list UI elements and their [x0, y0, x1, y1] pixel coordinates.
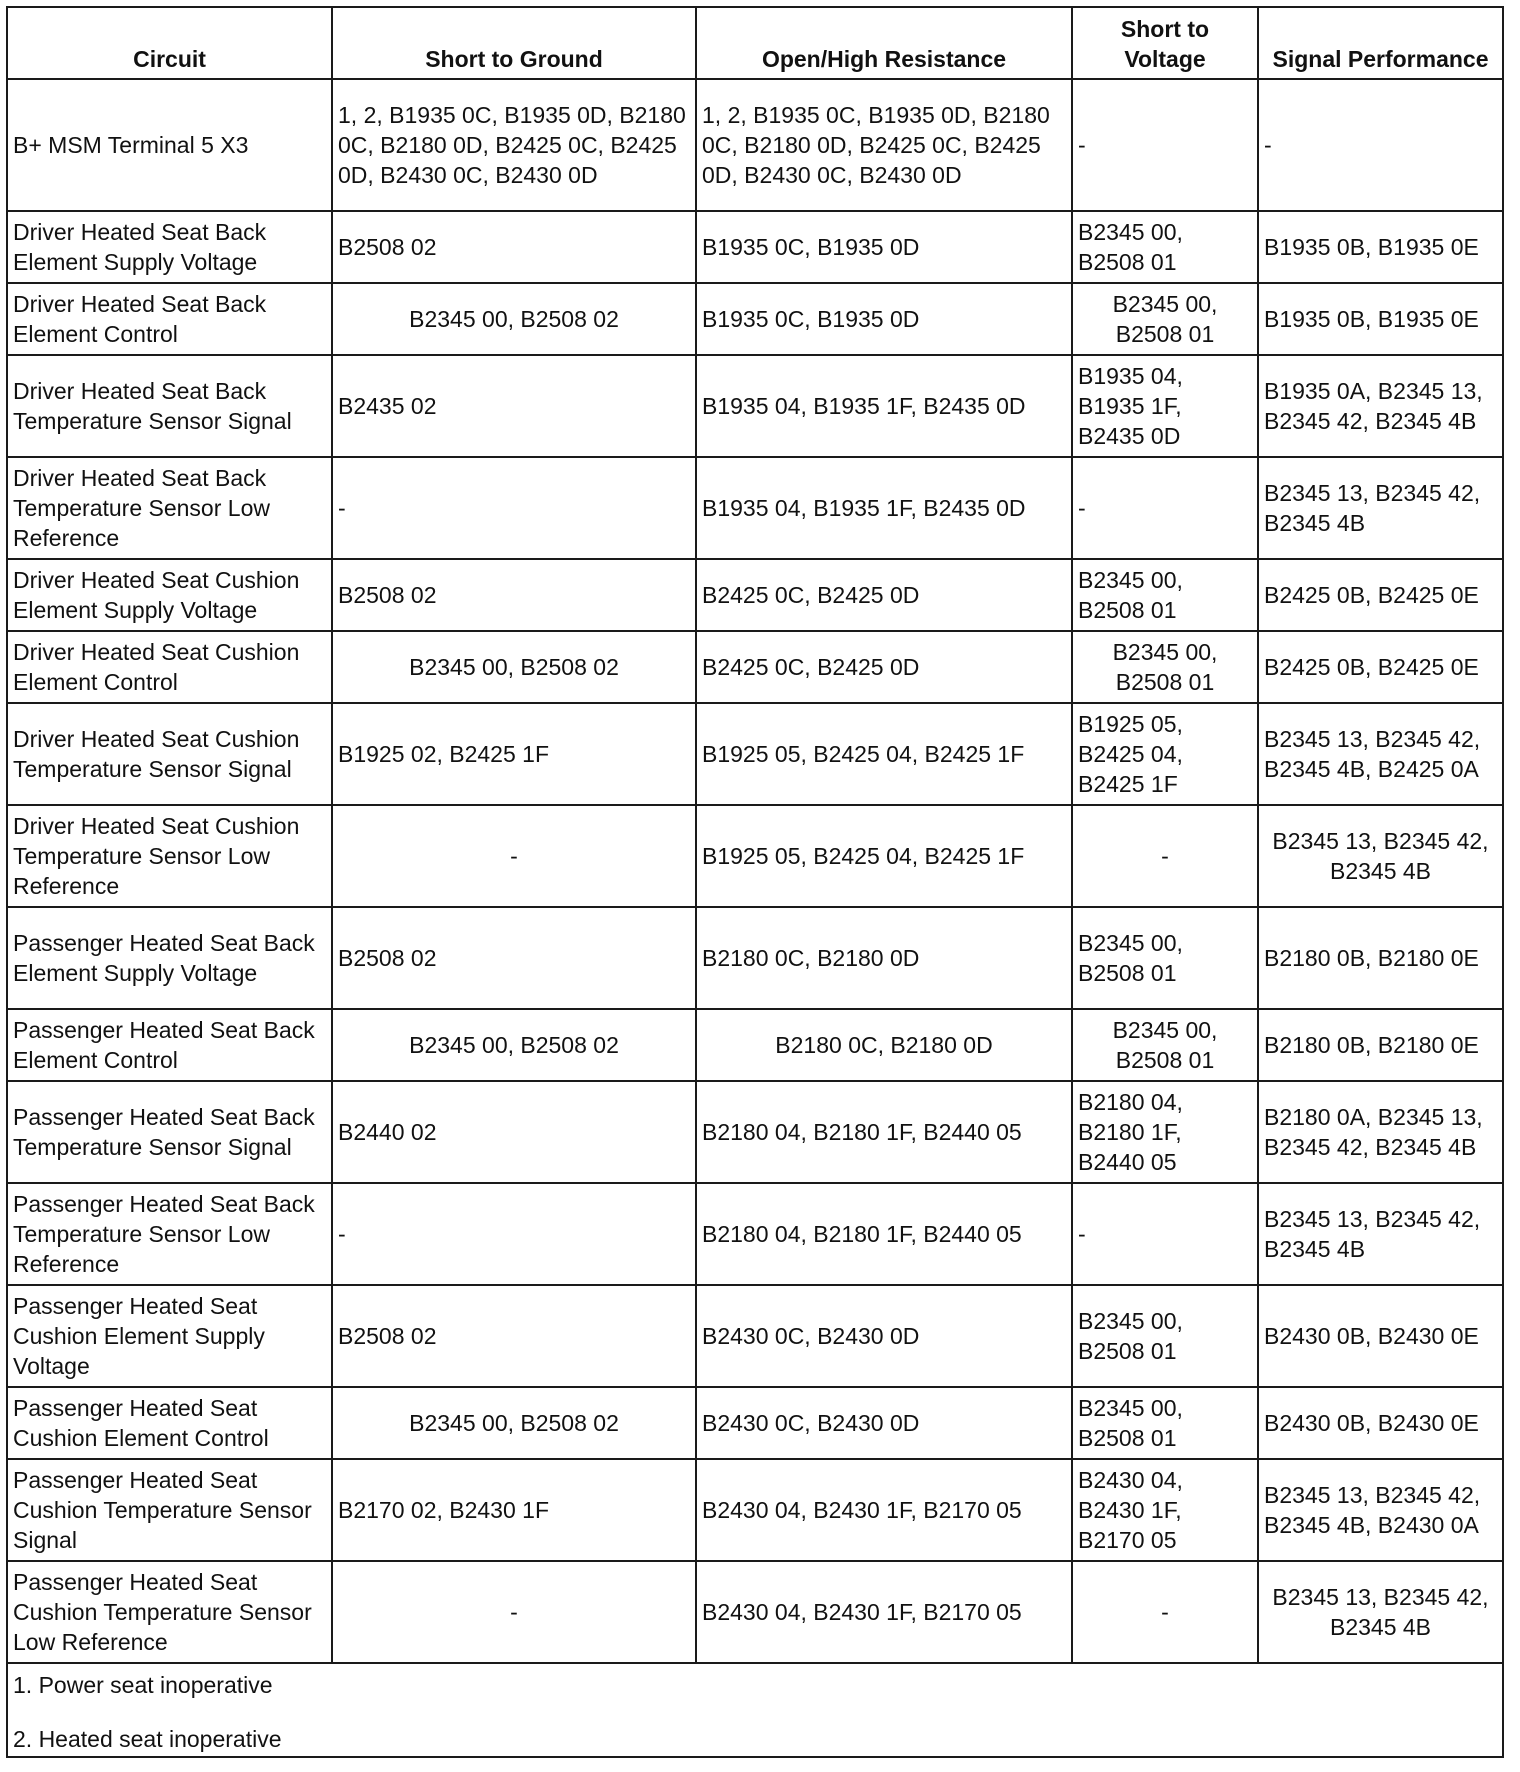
cell-circuit: Driver Heated Seat Cushion Temperature Sensor Low Reference — [7, 805, 332, 907]
cell-circuit: Driver Heated Seat Back Element Control — [7, 283, 332, 355]
cell-short-to-voltage: B2345 00, B2508 01 — [1072, 907, 1258, 1009]
cell-short-to-voltage: B2345 00, B2508 01 — [1072, 559, 1258, 631]
table-header-row — [7, 7, 1503, 79]
cell-circuit: Passenger Heated Seat Cushion Temperature Sensor Low Reference — [7, 1561, 332, 1663]
cell-short-to-ground: - — [332, 1561, 696, 1663]
cell-circuit: Passenger Heated Seat Cushion Temperature Sensor Signal — [7, 1459, 332, 1561]
cell-open-high-resistance: 1, 2, B1935 0C, B1935 0D, B2180 0C, B2180 0D, B2425 0C, B2425 0D, B2430 0C, B2430 0D — [696, 79, 1072, 211]
cell-short-to-ground: B2508 02 — [332, 211, 696, 283]
cell-short-to-voltage: B1925 05, B2425 04, B2425 1F — [1072, 703, 1258, 805]
cell-short-to-voltage: - — [1072, 79, 1258, 211]
cell-short-to-voltage: B2345 00, B2508 01 — [1072, 283, 1258, 355]
table-row — [7, 1387, 1503, 1459]
table-row — [7, 457, 1503, 559]
cell-signal-performance: B2180 0B, B2180 0E — [1258, 907, 1503, 1009]
cell-short-to-voltage: B1935 04, B1935 1F, B2435 0D — [1072, 355, 1258, 457]
cell-short-to-voltage: - — [1072, 805, 1258, 907]
cell-signal-performance: B2345 13, B2345 42, B2345 4B — [1258, 1561, 1503, 1663]
cell-short-to-ground: 1, 2, B1935 0C, B1935 0D, B2180 0C, B2180 0D, B2425 0C, B2425 0D, B2430 0C, B2430 0D — [332, 79, 696, 211]
cell-open-high-resistance: B1935 04, B1935 1F, B2435 0D — [696, 457, 1072, 559]
cell-signal-performance: B2345 13, B2345 42, B2345 4B, B2430 0A — [1258, 1459, 1503, 1561]
cell-short-to-ground: B2170 02, B2430 1F — [332, 1459, 696, 1561]
cell-short-to-voltage: - — [1072, 457, 1258, 559]
cell-short-to-ground: B2508 02 — [332, 559, 696, 631]
cell-short-to-voltage: B2345 00, B2508 01 — [1072, 1285, 1258, 1387]
cell-short-to-voltage: - — [1072, 1183, 1258, 1285]
cell-signal-performance: B1935 0B, B1935 0E — [1258, 211, 1503, 283]
cell-circuit: Driver Heated Seat Cushion Element Supply Voltage — [7, 559, 332, 631]
cell-signal-performance: B2345 13, B2345 42, B2345 4B — [1258, 457, 1503, 559]
cell-circuit: Driver Heated Seat Back Temperature Sensor Signal — [7, 355, 332, 457]
cell-short-to-ground: B2345 00, B2508 02 — [332, 631, 696, 703]
table-row — [7, 805, 1503, 907]
table-row — [7, 1459, 1503, 1561]
circuit-dtc-table — [6, 6, 1504, 1758]
note-power-seat: 1. Power seat inoperative — [13, 1672, 273, 1698]
table-row — [7, 703, 1503, 805]
cell-short-to-ground: B2345 00, B2508 02 — [332, 1009, 696, 1081]
cell-signal-performance: B2430 0B, B2430 0E — [1258, 1285, 1503, 1387]
cell-open-high-resistance: B2430 0C, B2430 0D — [696, 1285, 1072, 1387]
cell-short-to-ground: B1925 02, B2425 1F — [332, 703, 696, 805]
table-row — [7, 1009, 1503, 1081]
table-row — [7, 1561, 1503, 1663]
cell-short-to-ground: - — [332, 805, 696, 907]
table-row — [7, 79, 1503, 211]
cell-circuit: Driver Heated Seat Cushion Temperature Sensor Signal — [7, 703, 332, 805]
cell-signal-performance: B2345 13, B2345 42, B2345 4B — [1258, 805, 1503, 907]
table-row — [7, 907, 1503, 1009]
cell-circuit: B+ MSM Terminal 5 X3 — [7, 79, 332, 211]
cell-short-to-ground: B2440 02 — [332, 1081, 696, 1183]
table-row — [7, 283, 1503, 355]
cell-short-to-ground: B2435 02 — [332, 355, 696, 457]
cell-signal-performance: - — [1258, 79, 1503, 211]
table-row — [7, 1183, 1503, 1285]
cell-signal-performance: B2430 0B, B2430 0E — [1258, 1387, 1503, 1459]
cell-open-high-resistance: B1935 0C, B1935 0D — [696, 211, 1072, 283]
cell-open-high-resistance: B2425 0C, B2425 0D — [696, 631, 1072, 703]
cell-circuit: Passenger Heated Seat Cushion Element Control — [7, 1387, 332, 1459]
cell-open-high-resistance: B2430 04, B2430 1F, B2170 05 — [696, 1561, 1072, 1663]
cell-open-high-resistance: B1935 0C, B1935 0D — [696, 283, 1072, 355]
cell-short-to-ground: - — [332, 457, 696, 559]
cell-signal-performance: B2425 0B, B2425 0E — [1258, 559, 1503, 631]
cell-circuit: Driver Heated Seat Cushion Element Control — [7, 631, 332, 703]
cell-signal-performance: B2425 0B, B2425 0E — [1258, 631, 1503, 703]
cell-open-high-resistance: B2180 04, B2180 1F, B2440 05 — [696, 1081, 1072, 1183]
header-short-to-voltage: Short to Voltage — [1072, 7, 1258, 79]
table-row — [7, 1285, 1503, 1387]
cell-short-to-voltage: B2430 04, B2430 1F, B2170 05 — [1072, 1459, 1258, 1561]
dtc-circuit-table-page — [6, 6, 1504, 1758]
cell-signal-performance: B2345 13, B2345 42, B2345 4B — [1258, 1183, 1503, 1285]
cell-signal-performance: B2180 0B, B2180 0E — [1258, 1009, 1503, 1081]
cell-short-to-voltage: B2345 00, B2508 01 — [1072, 631, 1258, 703]
cell-short-to-ground: B2345 00, B2508 02 — [332, 283, 696, 355]
cell-circuit: Passenger Heated Seat Back Element Supply Voltage — [7, 907, 332, 1009]
cell-open-high-resistance: B2180 0C, B2180 0D — [696, 1009, 1072, 1081]
header-short-to-ground: Short to Ground — [332, 7, 696, 79]
cell-circuit: Driver Heated Seat Back Element Supply Voltage — [7, 211, 332, 283]
cell-open-high-resistance: B2425 0C, B2425 0D — [696, 559, 1072, 631]
cell-signal-performance: B1935 0A, B2345 13, B2345 42, B2345 4B — [1258, 355, 1503, 457]
table-row — [7, 211, 1503, 283]
header-open-high-resistance: Open/High Resistance — [696, 7, 1072, 79]
cell-open-high-resistance: B1925 05, B2425 04, B2425 1F — [696, 805, 1072, 907]
cell-open-high-resistance: B1935 04, B1935 1F, B2435 0D — [696, 355, 1072, 457]
cell-open-high-resistance: B2180 0C, B2180 0D — [696, 907, 1072, 1009]
cell-short-to-ground: B2508 02 — [332, 1285, 696, 1387]
cell-short-to-voltage: B2180 04, B2180 1F, B2440 05 — [1072, 1081, 1258, 1183]
cell-circuit: Passenger Heated Seat Cushion Element Supply Voltage — [7, 1285, 332, 1387]
cell-signal-performance: B2180 0A, B2345 13, B2345 42, B2345 4B — [1258, 1081, 1503, 1183]
notes-row — [7, 1663, 1503, 1757]
cell-short-to-voltage: - — [1072, 1561, 1258, 1663]
cell-open-high-resistance: B2180 04, B2180 1F, B2440 05 — [696, 1183, 1072, 1285]
table-row — [7, 631, 1503, 703]
cell-circuit: Passenger Heated Seat Back Element Control — [7, 1009, 332, 1081]
cell-signal-performance: B2345 13, B2345 42, B2345 4B, B2425 0A — [1258, 703, 1503, 805]
header-circuit: Circuit — [7, 7, 332, 79]
notes-cell — [7, 1663, 1503, 1757]
cell-circuit: Passenger Heated Seat Back Temperature Sensor Low Reference — [7, 1183, 332, 1285]
cell-open-high-resistance: B2430 04, B2430 1F, B2170 05 — [696, 1459, 1072, 1561]
cell-circuit: Passenger Heated Seat Back Temperature Sensor Signal — [7, 1081, 332, 1183]
cell-open-high-resistance: B1925 05, B2425 04, B2425 1F — [696, 703, 1072, 805]
cell-short-to-ground: B2508 02 — [332, 907, 696, 1009]
cell-circuit: Driver Heated Seat Back Temperature Sensor Low Reference — [7, 457, 332, 559]
cell-short-to-voltage: B2345 00, B2508 01 — [1072, 211, 1258, 283]
cell-short-to-voltage: B2345 00, B2508 01 — [1072, 1387, 1258, 1459]
cell-short-to-ground: B2345 00, B2508 02 — [332, 1387, 696, 1459]
cell-open-high-resistance: B2430 0C, B2430 0D — [696, 1387, 1072, 1459]
cell-short-to-voltage: B2345 00, B2508 01 — [1072, 1009, 1258, 1081]
table-row — [7, 559, 1503, 631]
cell-short-to-ground: - — [332, 1183, 696, 1285]
table-row — [7, 355, 1503, 457]
note-heated-seat: 2. Heated seat inoperative — [13, 1726, 282, 1752]
table-row — [7, 1081, 1503, 1183]
header-signal-performance: Signal Performance — [1258, 7, 1503, 79]
cell-signal-performance: B1935 0B, B1935 0E — [1258, 283, 1503, 355]
